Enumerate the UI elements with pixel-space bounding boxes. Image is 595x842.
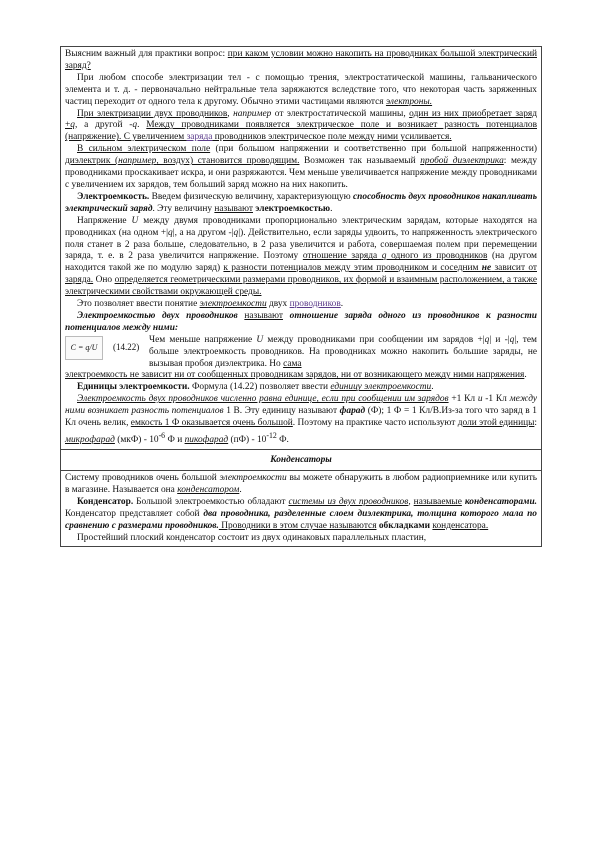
formula-block: [65, 335, 537, 371]
paragraph-definition: Электроемкостью двух проводников называют отношение заряда одного из проводников к разности потенциалов между ними:: [65, 310, 537, 333]
paragraph-electrocapacity-intro: Электроемкость. Введем физическую величину, характеризующую способность двух проводников накапливать электрический заряд. Эту величину называют электроемкостью.: [65, 191, 537, 214]
formula-image: C = q/U: [65, 336, 103, 360]
paragraph-two-conductors: При электризации двух проводников, например от электростатической машины, один из них приобретает заряд +q, а другой -q. Между проводниками появляется электрическое поле и возникает разность потенциалов (напряжение). С увеличением заряда проводников электрическое поле между ними усиливается.: [65, 108, 537, 143]
formula: [65, 335, 149, 360]
paragraph-flat-capacitor: Простейший плоский конденсатор состоит из двух одинаковых параллельных пластин,: [77, 532, 427, 543]
paragraph-system: Систему проводников очень большой электроемкости вы можете обнаружить в любом радиоприемнике или купить в магазине. Называется она конденсатором.: [65, 473, 537, 495]
paragraph-question: Выясним важный для практики вопрос: при каком условии можно накопить на проводниках большой электрический заряд?: [65, 49, 537, 71]
link-zaryad[interactable]: заряда: [186, 132, 213, 143]
paragraph-farad: Электроемкость двух проводников численно равна единице, если при сообщении им зарядов +1 Кл и -1 Кл между ними возникает разность потенциалов 1 В. Эту единицу называют фарад (Ф); 1 Ф = 1 Кл/В.Из-за того что заряд в 1 Кл очень велик, емкость 1 Ф оказывается очень большой. Поэтому на практике часто используют доли этой единицы: микрофарад $(мкФ) - 10^{-6}$ Ф и пикофарад $(пФ) - 10^{-12}$ Ф.: [65, 394, 538, 446]
paragraph-electrization: При любом способе электризации тел - с помощью трения, электростатической машины, гальванического элемента и т. д. - первоначально нейтральные тела заряжаются вследствие того, что некоторая часть заряженных частиц переходит от одного тела к другому. Обычно этими частицами являются электроны.: [65, 72, 537, 107]
link-provodnikov[interactable]: проводников: [289, 299, 341, 310]
paragraph-independence: электроемкость не зависит ни от сообщенных проводникам зарядов, ни от возникающего между ними напряжения.: [65, 370, 527, 381]
paragraph-strong-field: В сильном электрическом поле (при большом напряжении и соответственно при большой напряженности) диэлектрик (например, воздух) становится проводящим. Возможен так называемый пробой диэлектрика: между проводниками проскакивает искра, и они разряжаются. Чем меньше увеличивается напряжение между проводниками с увеличением их зарядов, тем больший заряд можно на них накопить.: [65, 144, 538, 190]
paragraph-capacitor-definition: Конденсатор. Большой электроемкостью обладают системы из двух проводников, называемые конденсаторами. Конденсатор представляет собой два проводника, разделенные слоем диэлектрика, толщина которого мала по сравнению с размерами проводников. Проводники в этом случае называются обкладками конденсатора.: [65, 496, 538, 531]
paragraph-concept: Это позволяет ввести понятие электроемкости двух проводников.: [77, 299, 344, 310]
section-heading-capacitors: Конденсаторы: [61, 449, 541, 470]
paragraph-units-intro: Единицы электроемкости. Формула (14.22) позволяет ввести единицу электроемкости.: [77, 382, 434, 393]
paragraph-voltage: Напряжение U между двумя проводниками пропорционально электрическим зарядам, которые находятся на проводниках (на одном +|q|, а на другом -|q|). Действительно, если заряды удвоить, то напряженность электрического поля станет в 2 раза больше, следовательно, в 2 раза увеличится и работа, совершаемая полем при перемещении заряда, т. е. в 2 раза увеличится напряжение. Поэтому отношение заряда q одного из проводников (на другом находится такой же по модулю заряд) к разности потенциалов между этим проводником и соседним не зависит от заряда. Оно определяется геометрическими размерами проводников, их формой и взаимным расположением, а также электрическими свойствами окружающей среды.: [65, 215, 538, 298]
paragraph-less-voltage: Чем меньше напряжение U между проводниками при сообщении им зарядов +|q| и -|q|, тем больше электроемкость проводников. На проводниках можно накопить большие заряды, не вызывая пробоя диэлектрика. Но сама: [149, 334, 537, 369]
document-frame: [60, 46, 542, 547]
section-capacitance: [61, 47, 541, 449]
equation-number: (14.22): [113, 341, 140, 352]
section-capacitors: [61, 470, 541, 546]
